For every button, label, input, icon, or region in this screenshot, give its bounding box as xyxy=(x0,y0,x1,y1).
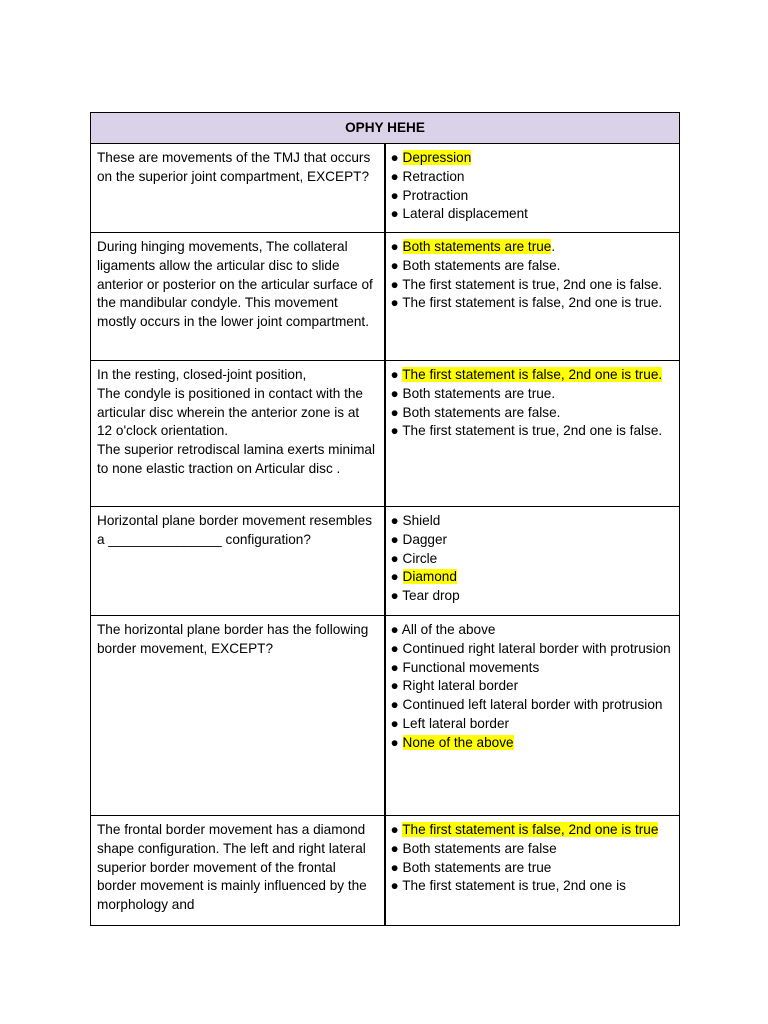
answer-text: The first statement is true, 2nd one is xyxy=(402,878,626,894)
answers-cell xyxy=(385,233,680,361)
answer-suffix: . xyxy=(551,239,556,254)
answer-option xyxy=(391,677,674,696)
answer-text: Both statements are true xyxy=(402,859,552,875)
bullet-icon: ● xyxy=(390,239,399,254)
answer-text: The first statement is true, 2nd one is false. xyxy=(402,423,663,439)
answer-option xyxy=(391,840,674,859)
answer-option xyxy=(391,168,674,187)
answer-text: Continued right lateral border with protrusion xyxy=(402,640,671,656)
answer-option xyxy=(391,257,674,276)
answer-text: The first statement is false, 2nd one is true. xyxy=(402,295,663,311)
bullet-icon: ● xyxy=(390,734,399,750)
answer-option xyxy=(391,640,674,659)
bullet-icon: ● xyxy=(390,840,399,856)
answer-option xyxy=(391,877,674,896)
question-cell: During hinging movements, The collateral ligaments allow the articular disc to slide anterior or posterior on the articular surface of the mandibular condyle. This movement mostly occurs in the lower joint compartment. xyxy=(91,233,385,361)
answer-option xyxy=(391,238,674,257)
answer-text: Tear drop xyxy=(402,588,460,604)
bullet-icon: ● xyxy=(390,715,399,731)
answer-option xyxy=(391,294,674,313)
answer-text: Retraction xyxy=(402,168,465,184)
answer-option xyxy=(391,696,674,715)
bullet-icon: ● xyxy=(390,187,399,203)
bullet-icon: ● xyxy=(390,206,399,222)
answer-option xyxy=(391,385,674,404)
answers-cell xyxy=(385,144,680,233)
answer-option xyxy=(391,715,674,734)
answer-option xyxy=(391,149,674,168)
answer-option xyxy=(391,187,674,206)
bullet-icon: ● xyxy=(390,659,399,675)
answer-option xyxy=(391,734,674,753)
answer-text: Both statements are false xyxy=(402,840,557,856)
table-row xyxy=(91,616,680,816)
answer-text: Lateral displacement xyxy=(402,206,528,222)
answer-text: Right lateral border xyxy=(402,678,519,694)
bullet-icon: ● xyxy=(390,295,399,311)
answer-option xyxy=(391,821,674,840)
bullet-icon: ● xyxy=(390,859,399,875)
table-row xyxy=(91,816,680,926)
table-row xyxy=(91,507,680,616)
answer-text: All of the above xyxy=(401,622,496,637)
bullet-icon: ● xyxy=(390,257,399,273)
highlighted-answer: The first statement is false, 2nd one is true. xyxy=(402,367,663,382)
table-header-row xyxy=(91,113,680,144)
highlighted-answer: Depression xyxy=(402,150,472,165)
bullet-icon: ● xyxy=(390,276,399,292)
bullet-icon: ● xyxy=(390,569,399,585)
bullet-icon: ● xyxy=(390,550,399,566)
question-cell: In the resting, closed-joint position, The condyle is positioned in contact with the articular disc wherein the anterior zone is at 12 o'clock orientation. The superior retrodiscal lamina exerts minimal to none elastic traction on Articular disc . xyxy=(91,361,385,507)
highlighted-answer: Diamond xyxy=(402,569,457,585)
answer-option xyxy=(391,366,674,385)
bullet-icon: ● xyxy=(390,423,399,439)
answer-text: Shield xyxy=(402,513,441,528)
bullet-icon: ● xyxy=(390,822,399,837)
bullet-icon: ● xyxy=(390,640,399,656)
answer-option xyxy=(391,568,674,587)
highlighted-answer: The first statement is false, 2nd one is true xyxy=(402,822,659,837)
table-row xyxy=(91,233,680,361)
table-header: OPHY HEHE xyxy=(91,113,680,144)
answer-option xyxy=(391,422,674,441)
answer-text: Both statements are true. xyxy=(402,385,556,401)
table-row xyxy=(91,144,680,233)
bullet-icon: ● xyxy=(390,878,399,894)
answer-text: Left lateral border xyxy=(402,715,510,731)
bullet-icon: ● xyxy=(390,697,399,713)
answer-option xyxy=(391,531,674,550)
answer-text: Circle xyxy=(402,550,438,566)
bullet-icon: ● xyxy=(390,678,399,694)
bullet-icon: ● xyxy=(390,404,399,420)
bullet-icon: ● xyxy=(390,385,399,401)
answer-text: Both statements are false. xyxy=(402,404,561,420)
question-cell: The horizontal plane border has the following border movement, EXCEPT? xyxy=(91,616,385,816)
question-cell: These are movements of the TMJ that occurs on the superior joint compartment, EXCEPT? xyxy=(91,144,385,233)
answers-cell xyxy=(385,361,680,507)
answer-text: The first statement is true, 2nd one is false. xyxy=(402,276,663,292)
question-cell: Horizontal plane border movement resembles a _______________ configuration? xyxy=(91,507,385,616)
answers-cell xyxy=(385,507,680,616)
answer-text: Both statements are false. xyxy=(402,257,561,273)
answer-option xyxy=(391,621,674,640)
answer-option xyxy=(391,550,674,569)
bullet-icon: ● xyxy=(390,150,399,165)
answer-option xyxy=(391,659,674,678)
answers-cell xyxy=(385,616,680,816)
bullet-icon: ● xyxy=(390,622,399,637)
answer-option xyxy=(391,512,674,531)
table-body xyxy=(91,144,680,926)
bullet-icon: ● xyxy=(390,367,399,382)
table-row xyxy=(91,361,680,507)
answer-option xyxy=(391,587,674,606)
answer-option xyxy=(391,404,674,423)
highlighted-answer: None of the above xyxy=(402,734,514,750)
highlighted-answer: Both statements are true xyxy=(402,239,552,254)
answer-text: Functional movements xyxy=(402,659,540,675)
answers-cell xyxy=(385,816,680,926)
answer-option xyxy=(391,859,674,878)
bullet-icon: ● xyxy=(390,588,399,604)
answer-text: Continued left lateral border with protrusion xyxy=(402,697,663,713)
question-cell: The frontal border movement has a diamond shape configuration. The left and right lateral superior border movement of the frontal border movement is mainly influenced by the morphology and xyxy=(91,816,385,926)
answer-text: Dagger xyxy=(402,531,448,547)
answer-text: Protraction xyxy=(402,187,469,203)
bullet-icon: ● xyxy=(390,531,399,547)
answer-option xyxy=(391,205,674,224)
answer-option xyxy=(391,276,674,295)
quiz-table xyxy=(90,112,680,926)
bullet-icon: ● xyxy=(390,513,399,528)
bullet-icon: ● xyxy=(390,168,399,184)
